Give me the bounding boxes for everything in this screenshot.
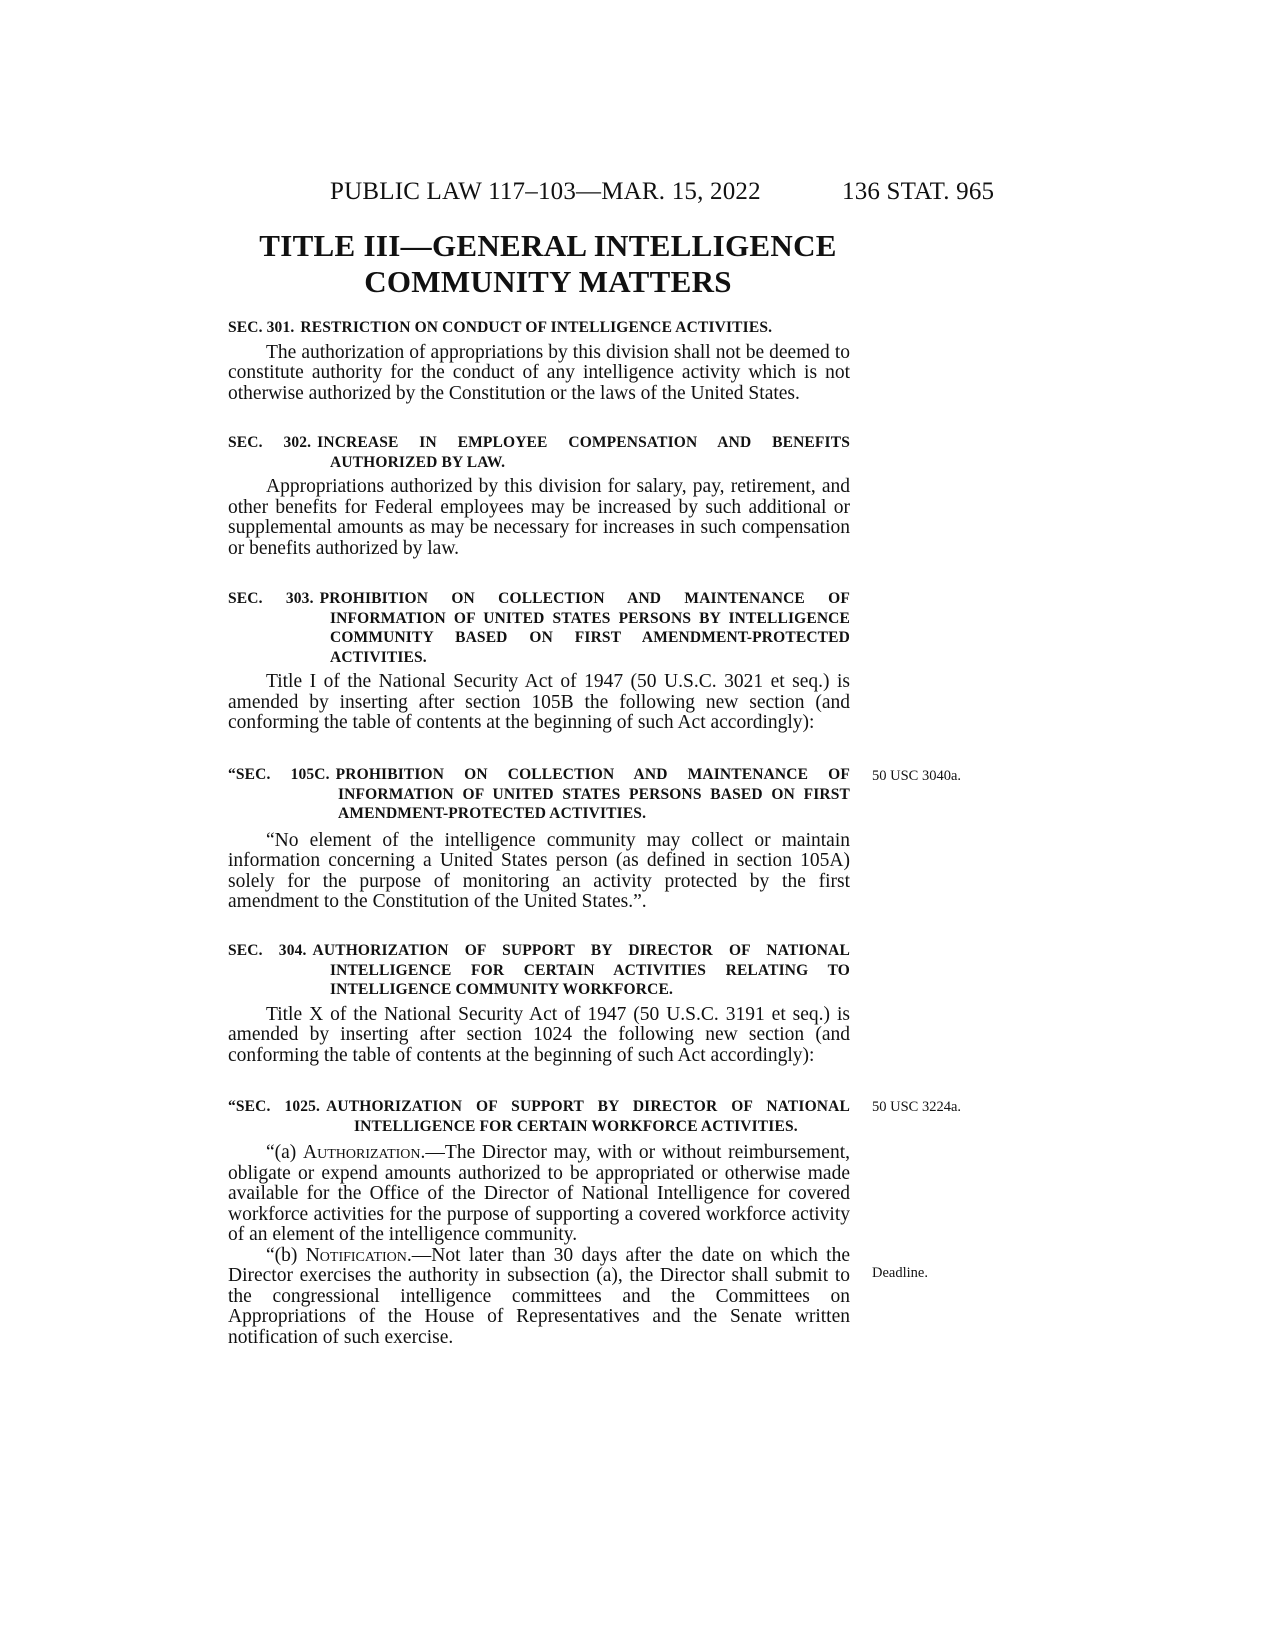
section-number: SEC. 302.: [228, 434, 312, 451]
page-stat-number: 136 STAT. 965: [842, 178, 995, 205]
section-title: AUTHORIZATION OF SUPPORT BY DIRECTOR OF NATIONAL INTELLIGENCE FOR CERTAIN ACTIVITIES RELATING TO INTELLIGENCE COMMUNITY WORKFORCE.: [312, 942, 850, 998]
section-text: The authorization of appropriations by this division shall not be deemed to constitute authority for the conduct of any intelligence activity which is not otherwise authorized by the Constitution or the laws of the United States.: [228, 341, 850, 404]
title-line-2: COMMUNITY MATTERS: [364, 264, 732, 299]
section-302: [228, 433, 850, 559]
section-title: PROHIBITION ON COLLECTION AND MAINTENANCE OF INFORMATION OF UNITED STATES PERSONS BY INTELLIGENCE COMMUNITY BASED ON FIRST AMENDMENT-PROTECTED ACTIVITIES.: [319, 590, 850, 666]
subsection-b-text: .—Not later than 30 days after the date on which the Director exercises the authority in subsection (a), the Director shall submit to the congressional intelligence committees and the Committees on Appropriations of the House of Representatives and the Senate written notification of such exercise.: [228, 1244, 850, 1348]
section-text: Title X of the National Security Act of 1947 (50 U.S.C. 3191 et seq.) is amended by inserting after section 1024 the following new section (and conforming the table of contents at the beginning of such Act accordingly):: [228, 1003, 850, 1066]
section-heading: [228, 1097, 850, 1136]
subsection-b-prefix: “(b): [266, 1244, 306, 1266]
section-title: PROHIBITION ON COLLECTION AND MAINTENANCE OF INFORMATION OF UNITED STATES PERSONS BASED ON FIRST AMENDMENT-PROTECTED ACTIVITIES.: [335, 766, 850, 822]
section-text: Title I of the National Security Act of 1947 (50 U.S.C. 3021 et seq.) is amended by inserting after section 105B the following new section (and conforming the table of contents at the beginning of such Act accordingly):: [228, 671, 850, 733]
section-title: RESTRICTION ON CONDUCT OF INTELLIGENCE ACTIVITIES.: [300, 319, 773, 336]
margin-note-usc: 50 USC 3224a.: [872, 1099, 962, 1115]
section-heading: [228, 765, 850, 824]
section-title: AUTHORIZATION OF SUPPORT BY DIRECTOR OF NATIONAL INTELLIGENCE FOR CERTAIN WORKFORCE ACTIVITIES.: [326, 1098, 850, 1135]
section-303: [228, 589, 850, 734]
margin-note-usc: 50 USC 3040a.: [872, 768, 962, 784]
section-number: SEC. 301.: [228, 319, 295, 336]
subsection-b: [228, 1246, 850, 1349]
running-header-left: PUBLIC LAW 117–103—MAR. 15, 2022: [330, 178, 761, 205]
section-number: “SEC. 105C.: [228, 766, 330, 783]
section-number: SEC. 304.: [228, 942, 307, 959]
section-text: Appropriations authorized by this division for salary, pay, retirement, and other benefits for Federal employees may be increased by such additional or supplemental amounts as may be necessary for increases in such compensation or benefits authorized by law.: [228, 476, 850, 559]
section-title: INCREASE IN EMPLOYEE COMPENSATION AND BENEFITS AUTHORIZED BY LAW.: [317, 434, 850, 471]
subsection-a-label: Authorization: [303, 1142, 421, 1163]
section-heading: [228, 589, 850, 667]
subsection-a-prefix: “(a): [266, 1142, 304, 1163]
margin-note-deadline: Deadline.: [872, 1265, 928, 1281]
section-heading: [228, 433, 850, 472]
section-304: [228, 941, 850, 1066]
section-heading: [228, 318, 850, 338]
section-number: “SEC. 1025.: [228, 1098, 321, 1115]
section-text: “No element of the intelligence community may collect or maintain information concerning a United States person (as defined in section 105A) solely for the purpose of monitoring an activity protected by the first amendment to the Constitution of the United States.”.: [228, 829, 850, 912]
subsection-b-label: Notification: [305, 1244, 407, 1266]
title-line-1: TITLE III—GENERAL INTELLIGENCE: [259, 228, 837, 263]
title-heading: [228, 228, 868, 300]
subsection-a: [228, 1143, 850, 1246]
subsection-a-text: .—The Director may, with or without reimbursement, obligate or expend amounts authorized to be appropriated or otherwise made available for the Office of the Director of National Intelligence for covered workforce activities for the purpose of supporting a covered workforce activity of an element of the intelligence community.: [228, 1142, 850, 1245]
section-105c: [228, 765, 850, 913]
section-1025: [228, 1097, 850, 1348]
section-heading: [228, 941, 850, 1000]
section-number: SEC. 303.: [228, 590, 314, 607]
section-301: [228, 318, 850, 404]
